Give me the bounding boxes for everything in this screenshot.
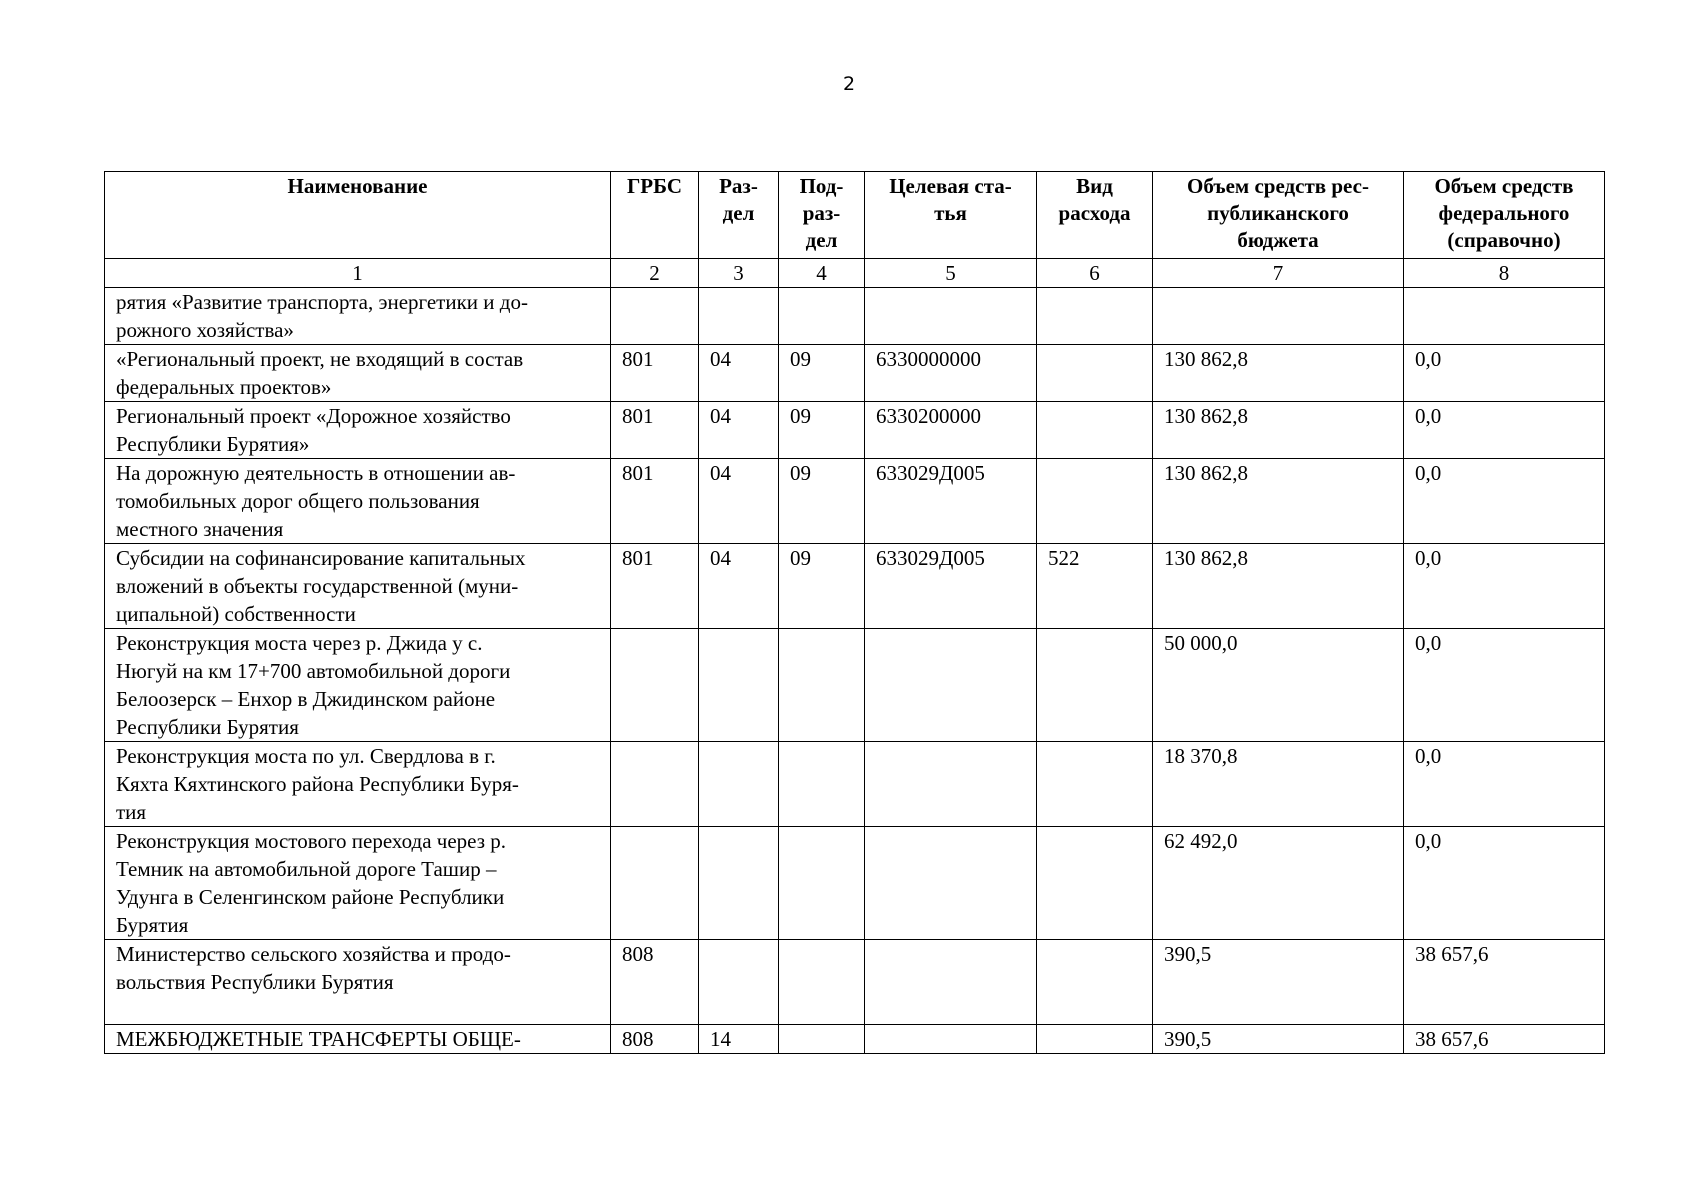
header-republican-budget: Объем средств рес- публиканского бюджета <box>1153 172 1404 259</box>
row-republican-budget <box>1153 288 1404 345</box>
row-expense-type: 522 <box>1037 544 1153 629</box>
row-federal-budget: 0,0 <box>1404 742 1605 827</box>
table-row <box>105 827 1605 940</box>
row-grbs: 808 <box>611 1025 699 1054</box>
row-podrazdel <box>779 827 865 940</box>
row-republican-budget: 18 370,8 <box>1153 742 1404 827</box>
row-target-article: 633029Д005 <box>865 544 1037 629</box>
row-federal-budget: 0,0 <box>1404 629 1605 742</box>
column-number-row <box>105 259 1605 288</box>
row-razdel: 04 <box>699 544 779 629</box>
row-name: Субсидии на софинансирование капитальных вложений в объекты государственной (муни- ципальной) собственности <box>105 544 611 629</box>
row-target-article <box>865 288 1037 345</box>
header-expense-type: Вид расхода <box>1037 172 1153 259</box>
row-grbs: 801 <box>611 544 699 629</box>
row-federal-budget: 38 657,6 <box>1404 940 1605 1025</box>
row-federal-budget: 0,0 <box>1404 459 1605 544</box>
row-name: Реконструкция моста по ул. Свердлова в г. Кяхта Кяхтинского района Республики Буря- тия <box>105 742 611 827</box>
row-razdel: 04 <box>699 345 779 402</box>
row-name: МЕЖБЮДЖЕТНЫЕ ТРАНСФЕРТЫ ОБЩЕ- <box>105 1025 611 1054</box>
row-grbs: 808 <box>611 940 699 1025</box>
table-row <box>105 288 1605 345</box>
row-target-article <box>865 742 1037 827</box>
row-expense-type <box>1037 827 1153 940</box>
row-name: Реконструкция мостового перехода через р. Темник на автомобильной дороге Ташир – Удунга в Селенгинском районе Республики Бурятия <box>105 827 611 940</box>
column-number: 8 <box>1404 259 1605 288</box>
column-number: 2 <box>611 259 699 288</box>
column-number: 1 <box>105 259 611 288</box>
row-razdel <box>699 629 779 742</box>
row-grbs <box>611 629 699 742</box>
row-razdel: 04 <box>699 459 779 544</box>
row-target-article: 633029Д005 <box>865 459 1037 544</box>
row-grbs: 801 <box>611 402 699 459</box>
table-row <box>105 1025 1605 1054</box>
row-expense-type <box>1037 345 1153 402</box>
row-federal-budget: 0,0 <box>1404 544 1605 629</box>
row-razdel: 14 <box>699 1025 779 1054</box>
row-federal-budget: 0,0 <box>1404 402 1605 459</box>
row-expense-type <box>1037 940 1153 1025</box>
row-name: На дорожную деятельность в отношении ав- томобильных дорог общего пользования местного значения <box>105 459 611 544</box>
budget-table <box>104 171 1605 1054</box>
row-expense-type <box>1037 1025 1153 1054</box>
table-row <box>105 742 1605 827</box>
row-expense-type <box>1037 629 1153 742</box>
row-name: Региональный проект «Дорожное хозяйство Республики Бурятия» <box>105 402 611 459</box>
table-row <box>105 459 1605 544</box>
column-number: 3 <box>699 259 779 288</box>
row-republican-budget: 62 492,0 <box>1153 827 1404 940</box>
row-podrazdel: 09 <box>779 402 865 459</box>
row-podrazdel: 09 <box>779 345 865 402</box>
table-row <box>105 629 1605 742</box>
row-target-article <box>865 827 1037 940</box>
row-federal-budget: 38 657,6 <box>1404 1025 1605 1054</box>
column-number: 5 <box>865 259 1037 288</box>
row-federal-budget: 0,0 <box>1404 827 1605 940</box>
row-grbs <box>611 288 699 345</box>
row-republican-budget: 390,5 <box>1153 940 1404 1025</box>
row-podrazdel <box>779 742 865 827</box>
row-name: «Региональный проект, не входящий в состав федеральных проектов» <box>105 345 611 402</box>
table-body <box>105 288 1605 1054</box>
row-expense-type <box>1037 742 1153 827</box>
row-grbs: 801 <box>611 459 699 544</box>
row-razdel <box>699 940 779 1025</box>
row-target-article <box>865 1025 1037 1054</box>
column-number: 4 <box>779 259 865 288</box>
row-expense-type <box>1037 402 1153 459</box>
row-target-article: 6330000000 <box>865 345 1037 402</box>
row-target-article: 6330200000 <box>865 402 1037 459</box>
row-republican-budget: 390,5 <box>1153 1025 1404 1054</box>
row-grbs <box>611 742 699 827</box>
row-republican-budget: 50 000,0 <box>1153 629 1404 742</box>
row-republican-budget: 130 862,8 <box>1153 345 1404 402</box>
header-podrazdel: Под- раз- дел <box>779 172 865 259</box>
row-razdel <box>699 827 779 940</box>
row-podrazdel <box>779 1025 865 1054</box>
page-number: 2 <box>842 73 856 95</box>
header-razdel: Раз- дел <box>699 172 779 259</box>
row-razdel <box>699 742 779 827</box>
header-row <box>105 172 1605 259</box>
table-row <box>105 402 1605 459</box>
row-republican-budget: 130 862,8 <box>1153 544 1404 629</box>
row-target-article <box>865 629 1037 742</box>
header-target-article: Целевая ста- тья <box>865 172 1037 259</box>
header-grbs: ГРБС <box>611 172 699 259</box>
row-podrazdel <box>779 940 865 1025</box>
row-target-article <box>865 940 1037 1025</box>
row-podrazdel <box>779 629 865 742</box>
table-row <box>105 940 1605 1025</box>
table-row <box>105 544 1605 629</box>
row-expense-type <box>1037 459 1153 544</box>
row-podrazdel <box>779 288 865 345</box>
row-republican-budget: 130 862,8 <box>1153 459 1404 544</box>
row-name: Реконструкция моста через р. Джида у с. Нюгуй на км 17+700 автомобильной дороги Белоозерск – Енхор в Джидинском районе Республики Бурятия <box>105 629 611 742</box>
row-expense-type <box>1037 288 1153 345</box>
column-number: 6 <box>1037 259 1153 288</box>
row-grbs <box>611 827 699 940</box>
column-number: 7 <box>1153 259 1404 288</box>
row-name: рятия «Развитие транспорта, энергетики и до- рожного хозяйства» <box>105 288 611 345</box>
header-federal-budget: Объем средств федерального (справочно) <box>1404 172 1605 259</box>
row-federal-budget: 0,0 <box>1404 345 1605 402</box>
row-razdel: 04 <box>699 402 779 459</box>
table-row <box>105 345 1605 402</box>
row-razdel <box>699 288 779 345</box>
row-podrazdel: 09 <box>779 459 865 544</box>
row-republican-budget: 130 862,8 <box>1153 402 1404 459</box>
row-podrazdel: 09 <box>779 544 865 629</box>
row-federal-budget <box>1404 288 1605 345</box>
row-name: Министерство сельского хозяйства и продо- вольствия Республики Бурятия <box>105 940 611 1025</box>
header-name: Наименование <box>105 172 611 259</box>
row-grbs: 801 <box>611 345 699 402</box>
